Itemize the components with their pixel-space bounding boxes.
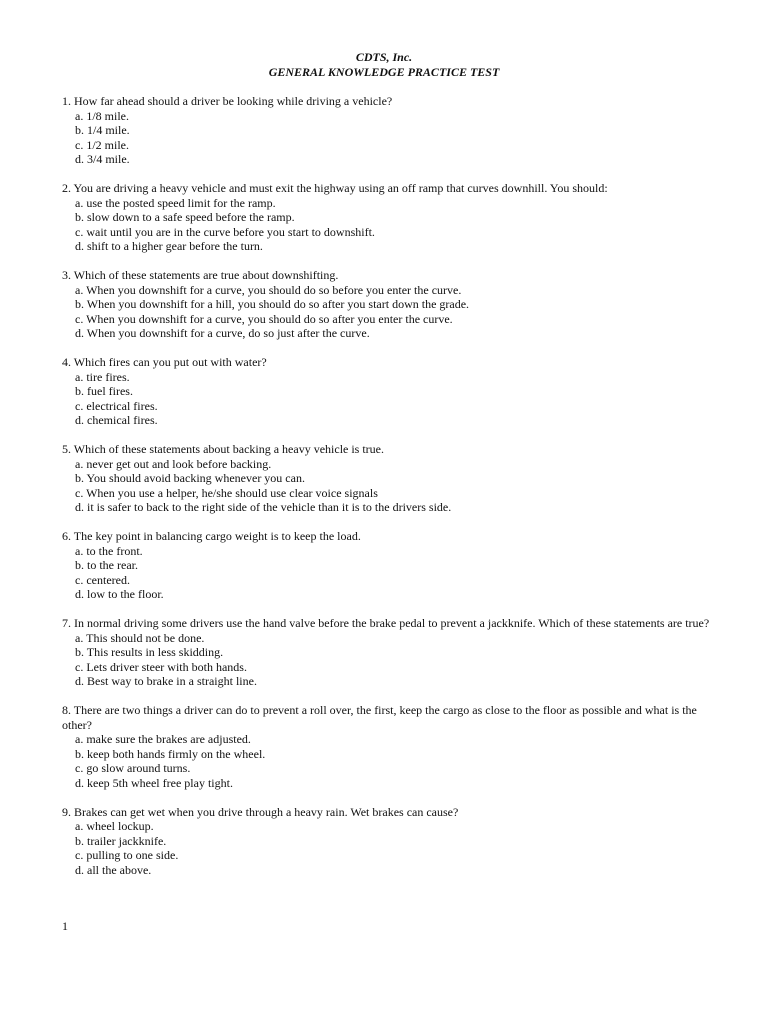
- question-stem: 9. Brakes can get wet when you drive through a heavy rain. Wet brakes can cause?: [62, 804, 459, 819]
- option-d: d. When you downshift for a curve, do so just after the curve.: [75, 326, 370, 340]
- question-5: [62, 442, 712, 515]
- question-7: [62, 616, 712, 689]
- question-stem: 7. In normal driving some drivers use the hand valve before the brake pedal to prevent a jackknife. Which of these statements are true?: [62, 616, 710, 630]
- question-8: [62, 703, 712, 790]
- option-c: c. pulling to one side.: [75, 848, 179, 862]
- question-stem: 6. The key point in balancing cargo weight is to keep the load.: [62, 529, 361, 543]
- option-d: d. shift to a higher gear before the turn.: [75, 239, 263, 253]
- option-b: b. to the rear.: [75, 558, 138, 572]
- page-number: 1: [62, 919, 68, 933]
- option-c: c. 1/2 mile.: [75, 137, 129, 152]
- option-a: a. 1/8 mile.: [75, 108, 129, 123]
- option-b: b. This results in less skidding.: [75, 645, 224, 659]
- question-1: [62, 94, 712, 167]
- question-9: [62, 805, 712, 878]
- option-a: a. When you downshift for a curve, you should do so before you enter the curve.: [75, 282, 462, 297]
- question-6: [62, 529, 712, 602]
- option-c: c. When you use a helper, he/she should use clear voice signals: [75, 485, 378, 500]
- option-a: a. make sure the brakes are adjusted.: [75, 732, 251, 746]
- question-stem: 1. How far ahead should a driver be looking while driving a vehicle?: [62, 94, 393, 108]
- company-name: CDTS, Inc.: [355, 50, 413, 64]
- option-c: c. electrical fires.: [75, 398, 158, 413]
- option-c: c. centered.: [75, 572, 130, 587]
- option-d: d. keep 5th wheel free play tight.: [75, 775, 233, 790]
- option-b: b. fuel fires.: [75, 384, 133, 398]
- option-c: c. Lets driver steer with both hands.: [75, 659, 247, 674]
- document-title: GENERAL KNOWLEDGE PRACTICE TEST: [268, 65, 500, 79]
- question-3: [62, 268, 712, 341]
- question-stem: 3. Which of these statements are true about downshifting.: [62, 268, 339, 282]
- option-b: b. 1/4 mile.: [75, 123, 130, 137]
- question-stem: 4. Which fires can you put out with water?: [62, 355, 267, 369]
- option-d: d. 3/4 mile.: [75, 152, 130, 166]
- question-stem: 2. You are driving a heavy vehicle and must exit the highway using an off ramp that curves downhill. You should:: [62, 181, 608, 195]
- option-a: a. never get out and look before backing.: [75, 456, 272, 471]
- option-a: a. tire fires.: [75, 369, 130, 384]
- question-2: [62, 181, 712, 254]
- option-d: d. it is safer to back to the right side of the vehicle than it is to the drivers side.: [75, 500, 452, 514]
- option-b: b. You should avoid backing whenever you can.: [75, 471, 305, 485]
- option-c: c. wait until you are in the curve before you start to downshift.: [75, 224, 375, 239]
- option-b: b. trailer jackknife.: [75, 833, 167, 848]
- option-a: a. to the front.: [75, 543, 143, 558]
- option-d: d. Best way to brake in a straight line.: [75, 674, 257, 688]
- question-stem: 8. There are two things a driver can do to prevent a roll over, the first, keep the cargo as close to the floor as possible and what is the other?: [62, 703, 697, 732]
- question-4: [62, 355, 712, 428]
- option-d: d. low to the floor.: [75, 587, 164, 601]
- option-a: a. wheel lockup.: [75, 819, 154, 833]
- option-d: d. all the above.: [75, 862, 152, 877]
- question-stem: 5. Which of these statements about backing a heavy vehicle is true.: [62, 442, 385, 456]
- option-a: a. This should not be done.: [75, 630, 205, 645]
- document-header: [0, 50, 768, 80]
- option-c: c. When you downshift for a curve, you should do so after you enter the curve.: [75, 311, 453, 326]
- option-a: a. use the posted speed limit for the ramp.: [75, 195, 276, 210]
- question-list: [62, 94, 712, 892]
- option-c: c. go slow around turns.: [75, 761, 191, 775]
- option-b: b. keep both hands firmly on the wheel.: [75, 746, 266, 761]
- option-d: d. chemical fires.: [75, 413, 158, 427]
- option-b: b. When you downshift for a hill, you should do so after you start down the grade.: [75, 297, 470, 311]
- option-b: b. slow down to a safe speed before the ramp.: [75, 210, 295, 224]
